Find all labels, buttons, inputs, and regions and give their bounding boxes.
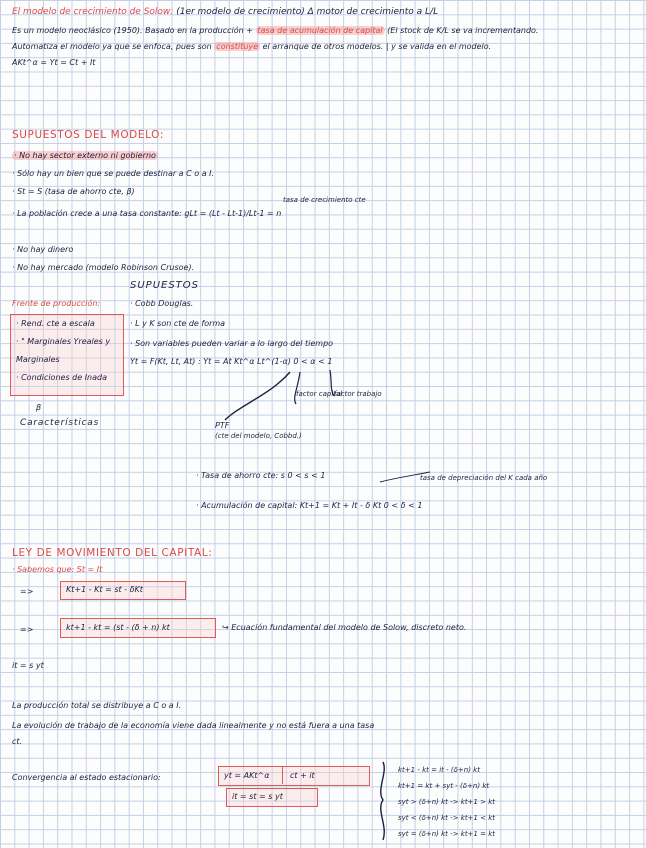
intro-highlight: tasa de acumulación de capital [257, 26, 383, 35]
convergence-label: Convergencia al estado estacionario: [12, 773, 161, 782]
title-note: (1er modelo de crecimiento) [176, 7, 305, 17]
supuesto-item: · No hay dinero [12, 245, 74, 254]
box-equation-b: ct + it [290, 771, 315, 780]
box-divider [282, 766, 283, 784]
tasa-ahorro: · Tasa de ahorro cte: s 0 < s < 1 [196, 471, 326, 480]
supuestos-subtitle: SUPUESTOS [130, 280, 200, 291]
right-eq-0: kt+1 - kt = it - (δ+n) kt [398, 766, 480, 774]
implies-arrow-1: => [20, 587, 34, 596]
implies-arrow-2: => [20, 625, 34, 634]
page-title: El modelo de crecimiento de Solow: [12, 7, 174, 17]
it-equation: it = s yt [12, 661, 44, 670]
equation-2-note: ↪ Ecuación fundamental del modelo de Solow, discreto neto. [222, 623, 467, 632]
factors-label: Frente de producción: [12, 299, 101, 308]
box-equation-a: yt = AKt^α [224, 771, 270, 780]
arrow-label-capital: factor capital [296, 390, 343, 398]
factor-col2-3: Yt = F(Kt, Lt, At) : Yt = At Kt^α Lt^(1-α) 0 < α < 1 [130, 357, 333, 366]
paragraph-2b: ct. [12, 737, 23, 746]
supuesto-item: · No hay mercado (modelo Robinson Crusoe). [12, 263, 195, 272]
population-note: tasa de crecimiento cte [283, 196, 366, 204]
ptf-label: PTF [215, 421, 230, 430]
factor-col2-0: · Cobb Douglas. [130, 299, 194, 308]
supuesto-item: · Sólo hay un bien que se puede destinar a C o a I. [12, 169, 215, 178]
ptf-note: (cte del modelo, Cobbd.) [215, 432, 302, 440]
intro-text-d: el arranque de otros modelos. | y se valida en el modelo. [262, 42, 492, 51]
right-eq-3: syt < (δ+n) kt -> kt+1 < kt [398, 814, 495, 822]
right-eq-4: syt = (δ+n) kt -> kt+1 = kt [398, 830, 495, 838]
acumulacion-capital: · Acumulación de capital: Kt+1 = Kt + It - δ Kt 0 < δ < 1 [196, 501, 423, 510]
char-item: · Rend. cte a escala [16, 319, 95, 328]
supuestos-title: SUPUESTOS DEL MODELO: [12, 129, 164, 141]
characteristics-label: Características [20, 418, 100, 428]
supuesto-item: · St = S (tasa de ahorro cte, β) [12, 187, 135, 196]
equation-1: Kt+1 - Kt = st - δKt [66, 585, 143, 594]
ley-title: LEY DE MOVIMIENTO DEL CAPITAL: [12, 547, 213, 559]
arrow-label-trabajo: factor trabajo [334, 390, 382, 398]
beta-symbol: β [36, 403, 42, 412]
paragraph-2: La evolución de trabajo de la economía viene dada linealmente y no está fuera a una tasa [12, 721, 375, 730]
factor-col2-2: · Son variables pueden variar a lo largo del tiempo [130, 339, 334, 348]
ley-sub: · Sabemos que: St = It [12, 565, 103, 574]
intro-equation: AKt^α = Yt = Ct + It [12, 58, 96, 67]
depreciation-note: tasa de depreciación del K cada año [420, 474, 548, 482]
box-equation-c: it = st = s yt [232, 792, 283, 801]
intro-text-b: (El stock de K/L se va incrementando. [387, 26, 539, 35]
char-item: · Condiciones de Inada [16, 373, 108, 382]
intro-text-c: Automatiza el modelo ya que se enfoca, pues son [12, 42, 212, 51]
supuesto-item: · La población crece a una tasa constante: gLt = (Lt - Lt-1)/Lt-1 = n [12, 209, 282, 218]
right-eq-1: kt+1 = kt + syt - (δ+n) kt [398, 782, 490, 790]
paragraph-1: La producción total se distribuye a C o a I. [12, 701, 182, 710]
char-item: · " Marginales Yreales y [16, 337, 111, 346]
intro-highlight-2: constituye [216, 42, 259, 51]
factor-col2-1: · L y K son cte de forma [130, 319, 226, 328]
right-eq-2: syt > (δ+n) kt -> kt+1 > kt [398, 798, 495, 806]
supuesto-text-0: · No hay sector externo ni gobierno [14, 151, 156, 160]
title-tail: Δ motor de crecimiento a L/L [307, 7, 439, 17]
char-item: Marginales [16, 355, 60, 364]
equation-2: kt+1 - kt = (st - (δ + n) kt [66, 623, 170, 632]
intro-text-a: Es un modelo neoclásico (1950). Basado en la producción + [12, 26, 253, 35]
